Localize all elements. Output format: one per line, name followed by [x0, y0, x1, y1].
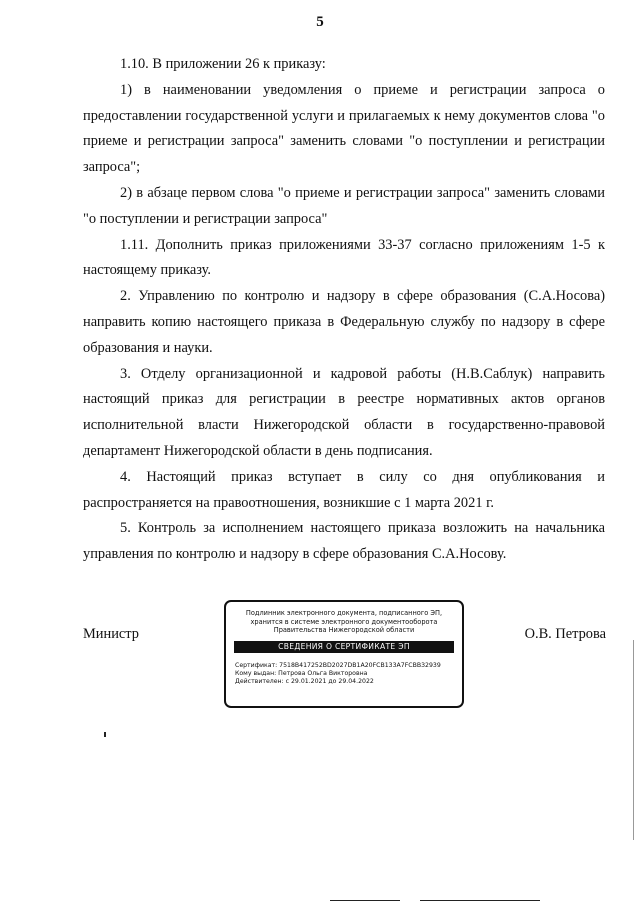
- paragraph-2: 2. Управлению по контролю и надзору в сфере образования (С.А.Носова) направить копию настоящего приказа в Федеральную службу по надзору в сфере образования и науки.: [83, 288, 605, 356]
- certificate-owner: Кому выдан: Петрова Ольга Викторовна: [235, 669, 368, 677]
- paragraph-item-2: 2) в абзаце первом слова "о приеме и регистрации запроса" заменить словами "о поступлении и регистрации запроса": [83, 184, 605, 227]
- certificate-validity: Действителен: с 29.01.2021 до 29.04.2022: [235, 678, 374, 686]
- signature-block: [0, 598, 640, 686]
- document-body: [83, 52, 605, 568]
- scan-artifact-mark: [104, 732, 106, 737]
- stamp-header-line: хранится в системе электронного документооборота: [250, 617, 438, 626]
- certificate-number: Сертификат: 7518B417252BD2027DB1A20FCB133A7FCBB32939: [235, 661, 441, 669]
- electronic-signature-stamp: [224, 600, 464, 708]
- stamp-header: [226, 609, 462, 635]
- scan-edge-mark: [633, 640, 634, 840]
- paragraph-1-11: 1.11. Дополнить приказ приложениями 33-37 согласно приложениям 1-5 к настоящему приказу.: [83, 236, 605, 279]
- stamp-header-line: Правительства Нижегородской области: [273, 626, 415, 635]
- signatory-name: О.В. Петрова: [524, 626, 606, 642]
- signatory-position: Министр: [83, 626, 139, 642]
- scan-artifact-line: [420, 900, 540, 901]
- paragraph-4: 4. Настоящий приказ вступает в силу со дня опубликования и распространяется на правоотношения, возникшие с 1 марта 2021 г.: [83, 468, 605, 511]
- certificate-details: [235, 662, 462, 687]
- stamp-header-line: Подлинник электронного документа, подписанного ЭП,: [245, 609, 443, 617]
- stamp-banner: СВЕДЕНИЯ О СЕРТИФИКАТЕ ЭП: [234, 641, 454, 653]
- scan-artifact-line: [330, 900, 400, 901]
- paragraph-item-1: 1) в наименовании уведомления о приеме и регистрации запроса о предоставлении государственной услуги и прилагаемых к нему документов слова "о приеме и регистрации запроса" заменить словами "о поступлении и регистрации запроса";: [83, 81, 605, 176]
- paragraph-5: 5. Контроль за исполнением настоящего приказа возложить на начальника управления по контролю и надзору в сфере образования С.А.Носову.: [83, 520, 605, 563]
- page-number: 5: [316, 14, 324, 30]
- paragraph-1-10: 1.10. В приложении 26 к приказу:: [120, 56, 326, 72]
- paragraph-3: 3. Отделу организационной и кадровой работы (Н.В.Саблук) направить настоящий приказ для регистрации в реестре нормативных актов органов исполнительной власти Нижегородской области в государственно-правовой департамент Нижегородской области в день подписания.: [83, 365, 605, 459]
